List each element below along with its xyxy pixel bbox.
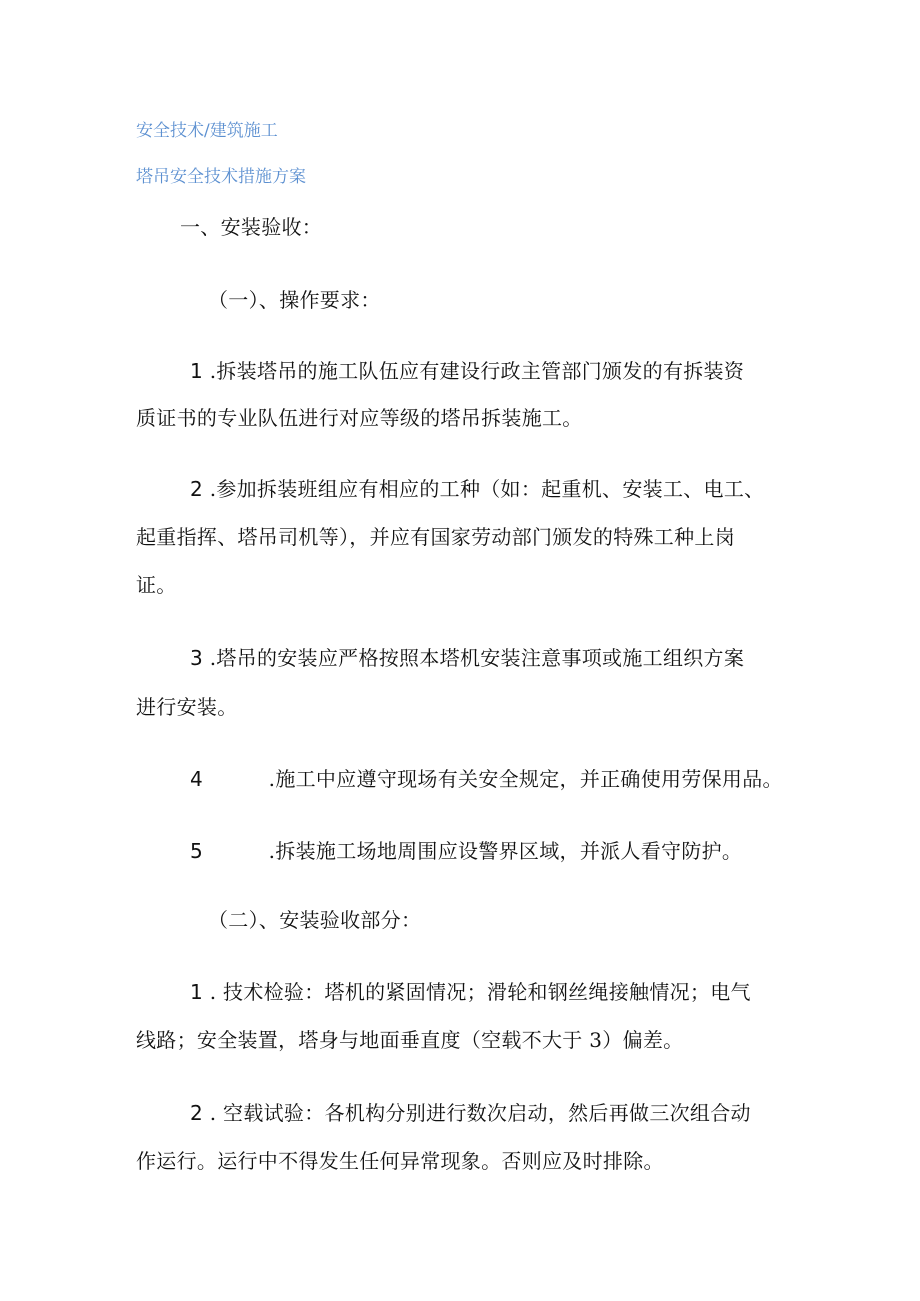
item-number: 2: [190, 477, 204, 501]
item-text: .施工中应遵守现场有关安全规定，并正确使用劳保用品。: [268, 767, 783, 791]
item-number: 4: [190, 767, 204, 791]
list-item: [190, 822, 742, 880]
item-text: .塔吊的安装应严格按照本塔机安装注意事项或施工组织方案: [209, 646, 745, 670]
item-text-continued: 进行安装。: [136, 695, 238, 719]
item-number: 5: [190, 839, 204, 863]
item-text: .参加拆装班组应有相应的工种（如：起重机、安装工、电工、: [209, 477, 765, 501]
item-text: .拆装塔吊的施工队伍应有建设行政主管部门颁发的有拆装资: [209, 359, 745, 383]
item-text: . 技术检验：塔机的紧固情况；滑轮和钢丝绳接触情况；电气: [209, 980, 751, 1004]
list-item: [190, 750, 783, 808]
document-category: 安全技术/建筑施工: [136, 121, 278, 141]
section-heading-1: 一、安装验收：: [180, 215, 323, 239]
item-text: . 空载试验：各机构分别进行数次启动，然后再做三次组合动: [209, 1101, 751, 1125]
item-number: 2: [190, 1101, 204, 1125]
item-number: 1: [190, 980, 204, 1004]
item-number: 1: [190, 359, 204, 383]
item-text: .拆装施工场地周围应设警界区域，并派人看守防护。: [268, 839, 743, 863]
document-title: 塔吊安全技术措施方案: [136, 167, 306, 187]
item-text-continued: 线路；安全装置，塔身与地面垂直度（空载不大于 3）偏差。: [136, 1028, 684, 1052]
subsection-heading-2: （二）、安装验收部分：: [208, 908, 422, 932]
item-text-continued: 作运行。运行中不得发生任何异常现象。否则应及时排除。: [136, 1149, 664, 1173]
item-text-continued: 证。: [136, 573, 177, 597]
item-text-continued: 质证书的专业队伍进行对应等级的塔吊拆装施工。: [136, 406, 583, 430]
item-text-continued: 起重指挥、塔吊司机等），并应有国家劳动部门颁发的特殊工种上岗: [136, 525, 735, 549]
subsection-heading-1: （一）、操作要求：: [208, 288, 381, 312]
list-item: [190, 629, 744, 687]
item-number: 3: [190, 646, 204, 670]
